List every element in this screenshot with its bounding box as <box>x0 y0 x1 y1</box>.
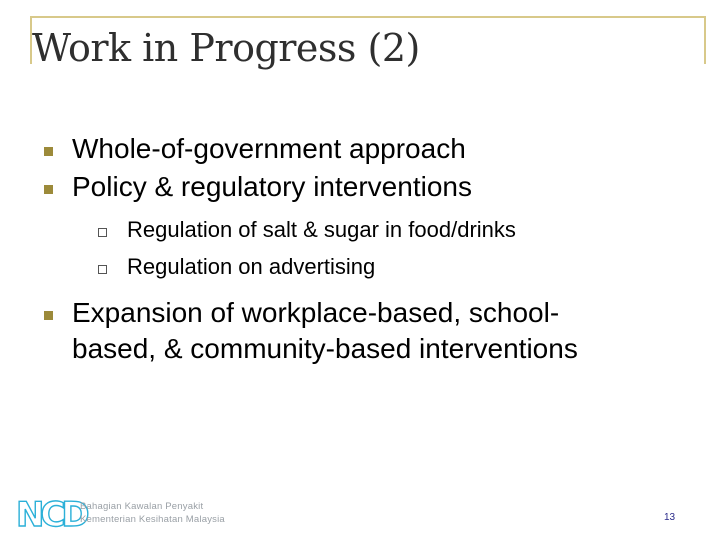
sub-bullet-item: Regulation of salt & sugar in food/drinks <box>127 217 516 242</box>
square-bullet-icon <box>44 311 53 320</box>
org-name-line1: Bahagian Kawalan Penyakit <box>80 501 204 512</box>
bullet-item: Whole-of-government approach <box>72 133 466 164</box>
hollow-square-bullet-icon <box>98 265 107 274</box>
slide-title: Work in Progress (2) <box>32 26 420 70</box>
bullet-item: Expansion of workplace-based, school- <box>72 297 560 328</box>
svg-text:NCD: NCD <box>16 495 86 535</box>
square-bullet-icon <box>44 185 53 194</box>
page-number: 13 <box>664 512 676 523</box>
ncd-logo-icon <box>16 494 86 535</box>
org-name-line2: Kementerian Kesihatan Malaysia <box>80 514 225 525</box>
square-bullet-icon <box>44 147 53 156</box>
sub-bullet-item: Regulation on advertising <box>127 254 376 279</box>
hollow-square-bullet-icon <box>98 228 107 237</box>
ncd-logo <box>16 494 225 535</box>
bullet-item: Policy & regulatory interventions <box>72 171 472 202</box>
bullet-item-continuation: based, & community-based interventions <box>72 333 578 364</box>
